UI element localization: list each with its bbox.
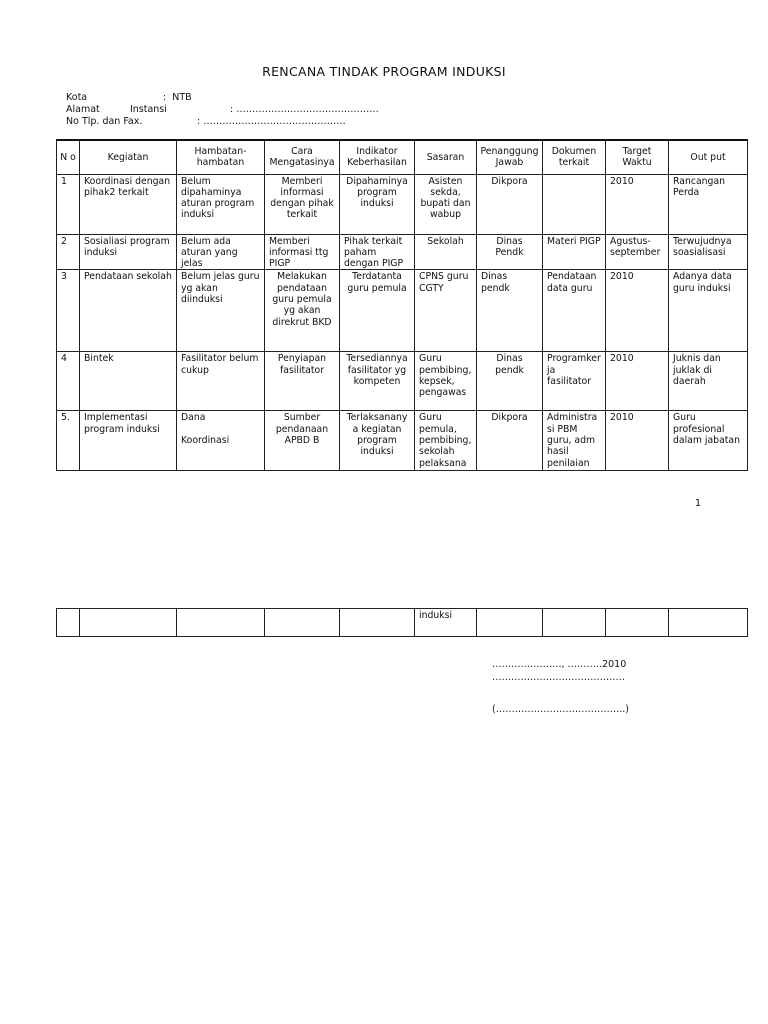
table-row <box>57 174 748 234</box>
cell-sasaran: Guru pembibing, kepsek, pengawas <box>415 352 477 411</box>
cell-cara <box>265 609 340 637</box>
cell-kegiatan: Bintek <box>80 352 177 411</box>
cell-penanggung-jawab: Dikpora <box>477 174 543 234</box>
cell-target: 2010 <box>606 174 669 234</box>
cell-output <box>669 609 748 637</box>
cell-no: 3 <box>57 270 80 352</box>
cell-cara: Sumber pendanaan APBD B <box>265 411 340 471</box>
cell-target: 2010 <box>606 270 669 352</box>
page-number: 1 <box>695 498 702 509</box>
cell-sasaran: Sekolah <box>415 234 477 270</box>
cell-dokumen: Materi PIGP <box>543 234 606 270</box>
table-row <box>57 609 748 637</box>
cell-no <box>57 609 80 637</box>
table-header-row <box>57 140 748 174</box>
cell-target: Agustus-september <box>606 234 669 270</box>
alamat-value: : ……………………………………… <box>230 104 379 115</box>
cell-penanggung-jawab: Dikpora <box>477 411 543 471</box>
cell-dokumen <box>543 609 606 637</box>
header-dokumen: Dokumen terkait <box>543 140 606 174</box>
header-hambatan: Hambatan-hambatan <box>177 140 265 174</box>
cell-output: Rancangan Perda <box>669 174 748 234</box>
cell-dokumen: Programkerja fasilitator <box>543 352 606 411</box>
cell-sasaran: induksi <box>415 609 477 637</box>
cell-no: 4 <box>57 352 80 411</box>
cell-kegiatan: Pendataan sekolah <box>80 270 177 352</box>
continuation-table <box>56 608 748 637</box>
cell-target <box>606 609 669 637</box>
cell-penanggung-jawab <box>477 609 543 637</box>
signature-name-line: (…………………………………..) <box>492 704 629 715</box>
cell-target: 2010 <box>606 411 669 471</box>
cell-no: 5. <box>57 411 80 471</box>
header-target: Target Waktu <box>606 140 669 174</box>
table-row <box>57 411 748 471</box>
tlp-value: : ……………………………………… <box>197 116 346 127</box>
header-penanggung-jawab: Penanggung Jawab <box>477 140 543 174</box>
cell-hambatan <box>177 609 265 637</box>
kota-label: Kota <box>66 92 88 103</box>
cell-indikator <box>340 609 415 637</box>
cell-no: 1 <box>57 174 80 234</box>
cell-indikator: Terlaksananya kegiatan program induksi <box>340 411 415 471</box>
cell-penanggung-jawab: Dinas Pendk <box>477 234 543 270</box>
cell-sasaran: CPNS guru CGTY <box>415 270 477 352</box>
signature-date-line: …………………., ………..2010 <box>492 659 627 670</box>
cell-dokumen: Pendataan data guru <box>543 270 606 352</box>
cell-kegiatan: Implementasi program induksi <box>80 411 177 471</box>
table-row <box>57 270 748 352</box>
cell-sasaran: Asisten sekda, bupati dan wabup <box>415 174 477 234</box>
cell-output: Terwujudnya soasialisasi <box>669 234 748 270</box>
cell-target: 2010 <box>606 352 669 411</box>
cell-cara: Memberi informasi dengan pihak terkait <box>265 174 340 234</box>
header-kegiatan: Kegiatan <box>80 140 177 174</box>
header-cara: Cara Mengatasinya <box>265 140 340 174</box>
cell-hambatan: Fasilitator belum cukup <box>177 352 265 411</box>
cell-cara: Penyiapan fasilitator <box>265 352 340 411</box>
cell-no: 2 <box>57 234 80 270</box>
tlp-label: No Tlp. dan Fax. <box>66 116 143 127</box>
signature-position-line: …………………………………… <box>492 672 625 683</box>
cell-kegiatan <box>80 609 177 637</box>
document-title: RENCANA TINDAK PROGRAM INDUKSI <box>262 64 506 79</box>
cell-indikator: Pihak terkait paham dengan PIGP <box>340 234 415 270</box>
kota-value: : NTB <box>163 92 192 103</box>
header-no: N o <box>57 140 80 174</box>
cell-dokumen: Administrasi PBM guru, adm hasil penilaian <box>543 411 606 471</box>
header-sasaran: Sasaran <box>415 140 477 174</box>
cell-sasaran: Guru pemula, pembibing, sekolah pelaksana <box>415 411 477 471</box>
cell-cara: Memberi informasi ttg PIGP <box>265 234 340 270</box>
cell-indikator: Tersediannya fasilitator yg kompeten <box>340 352 415 411</box>
cell-indikator: Terdatanta guru pemula <box>340 270 415 352</box>
alamat-label: Alamat Instansi <box>66 104 167 115</box>
cell-hambatan: Belum dipahaminya aturan program induksi <box>177 174 265 234</box>
cell-output: Guru profesional dalam jabatan <box>669 411 748 471</box>
cell-hambatan: Dana Koordinasi <box>177 411 265 471</box>
table-row <box>57 352 748 411</box>
header-output: Out put <box>669 140 748 174</box>
cell-hambatan: Belum jelas guru yg akan diinduksi <box>177 270 265 352</box>
table-row <box>57 234 748 270</box>
cell-output: Adanya data guru induksi <box>669 270 748 352</box>
cell-hambatan: Belum ada aturan yang jelas <box>177 234 265 270</box>
cell-kegiatan: Sosialiasi program induksi <box>80 234 177 270</box>
cell-output: Juknis dan juklak di daerah <box>669 352 748 411</box>
header-indikator: Indikator Keberhasilan <box>340 140 415 174</box>
cell-indikator: Dipahaminya program induksi <box>340 174 415 234</box>
cell-cara: Melakukan pendataan guru pemula yg akan direkrut BKD <box>265 270 340 352</box>
cell-penanggung-jawab: Dinas pendk <box>477 352 543 411</box>
cell-penanggung-jawab: Dinas pendk <box>477 270 543 352</box>
cell-dokumen <box>543 174 606 234</box>
plan-table <box>56 139 748 471</box>
cell-kegiatan: Koordinasi dengan pihak2 terkait <box>80 174 177 234</box>
